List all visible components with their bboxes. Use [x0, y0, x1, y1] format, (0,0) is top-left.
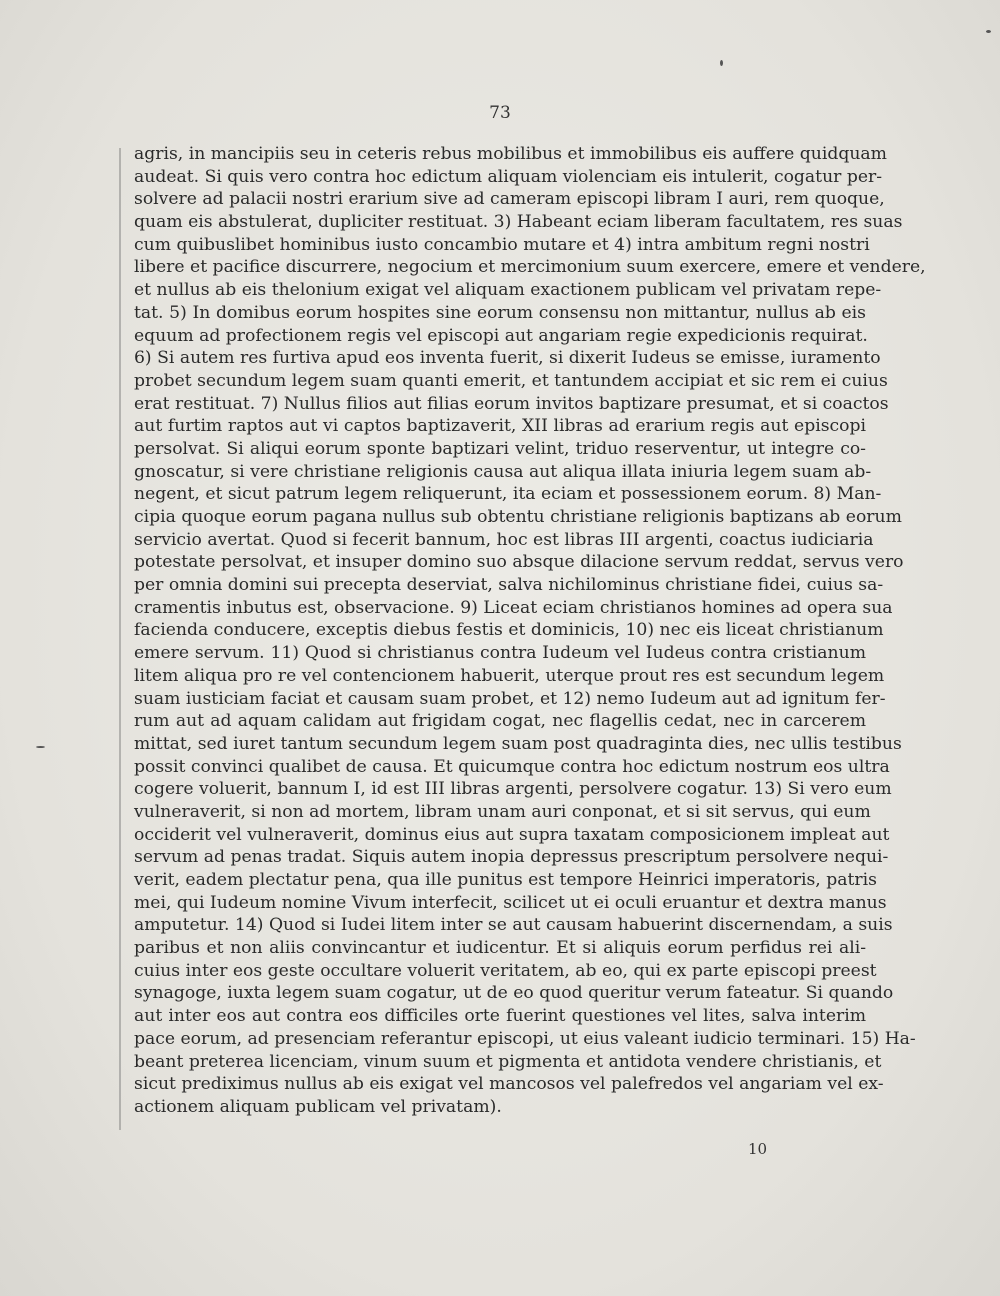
text-line: possit convinci qualibet de causa. Et quicumque contra hoc edictum nostrum eos ultra [134, 756, 890, 777]
text-line: paribus et non aliis convincantur et iudicentur. Et si aliquis eorum perfidus rei ali- [134, 938, 866, 959]
text-line: cipia quoque eorum pagana nullus sub obtentu christiane religionis baptizans ab eorum [134, 507, 902, 527]
text-line: occiderit vel vulneraverit, dominus eius aut supra taxatam composicionem impleat aut [134, 824, 890, 845]
text-line: vulneraverit, si non ad mortem, libram unam auri conponat, et si sit servus, qui eum [134, 801, 871, 822]
body-text [134, 143, 926, 1119]
text-line: mei, qui Iudeum nomine Vivum interfecit, scilicet ut ei oculi eruantur et dextra manus [134, 892, 887, 913]
text-line: libere et pacifice discurrere, negocium et mercimonium suum exercere, emere et vendere, [134, 257, 926, 278]
text-line: et nullus ab eis thelonium exigat vel aliquam exactionem publicam vel privatam repe- [134, 280, 882, 301]
text-line: suam iusticiam faciat et causam suam probet, et 12) nemo Iudeum aut ad ignitum fer- [134, 688, 886, 709]
text-line: quam eis abstulerat, dupliciter restituat. 3) Habeant eciam liberam facultatem, res suas [134, 212, 903, 233]
text-line: equum ad profectionem regis vel episcopi aut angariam regie expedicionis requirat. [134, 325, 868, 346]
text-line: potestate persolvat, et insuper domino suo absque dilacione servum reddat, servus vero [134, 552, 904, 573]
scan-speck [36, 746, 45, 748]
text-line: actionem aliquam publicam vel privatam). [134, 1096, 502, 1117]
text-line: beant preterea licenciam, vinum suum et pigmenta et antidota vendere christianis, et [134, 1051, 882, 1072]
text-line: synagoge, iuxta legem suam cogatur, ut de eo quod queritur verum fateatur. Si quando [134, 983, 894, 1004]
text-line: litem aliqua pro re vel contencionem habuerit, uterque prout res est secundum legem [134, 665, 885, 686]
text-line: rum aut ad aquam calidam aut frigidam cogat, nec flagellis cedat, nec in carcerem [134, 711, 866, 732]
text-line: agris, in mancipiis seu in ceteris rebus mobilibus et immobilibus eis auffere quidquam [134, 144, 887, 164]
text-line: servum ad penas tradat. Siquis autem inopia depressus prescriptum persolvere nequi- [134, 847, 889, 868]
text-line: amputetur. 14) Quod si Iudei litem inter se aut causam habuerint discernendam, a suis [134, 915, 893, 936]
text-line: cuius inter eos geste occultare voluerit veritatem, ab eo, qui ex parte episcopi preest [134, 960, 877, 981]
text-line: facienda conducere, exceptis diebus festis et dominicis, 10) nec eis liceat christianum [134, 620, 884, 641]
text-line: cum quibuslibet hominibus iusto concambio mutare et 4) intra ambitum regni nostri [134, 234, 870, 255]
text-line: cramentis inbutus est, observacione. 9) Liceat eciam christianos homines ad opera sua [134, 597, 893, 618]
text-line: tat. 5) In domibus eorum hospites sine eorum consensu non mittantur, nullus ab eis [134, 302, 866, 323]
text-line: solvere ad palacii nostri erarium sive ad cameram episcopi libram I auri, rem quoque, [134, 189, 885, 210]
text-line: verit, eadem plectatur pena, qua ille punitus est tempore Heinrici imperatoris, patris [134, 870, 877, 890]
scan-speck [986, 30, 991, 33]
text-line: 6) Si autem res furtiva apud eos inventa fuerit, si dixerit Iudeus se emisse, iuramento [134, 348, 881, 369]
text-line: cogere voluerit, bannum I, id est III libras argenti, persolvere cogatur. 13) Si vero eum [134, 779, 892, 800]
text-line: servicio avertat. Quod si fecerit bannum, hoc est libras III argenti, coactus iudiciaria [134, 529, 874, 550]
text-line: aut furtim raptos aut vi captos baptizaverit, XII libras ad erarium regis aut episcopi [134, 416, 866, 437]
scan-speck [720, 60, 723, 66]
text-line: emere servum. 11) Quod si christianus contra Iudeum vel Iudeus contra cristianum [134, 643, 866, 664]
text-line: mittat, sed iuret tantum secundum legem suam post quadraginta dies, nec ullis testibus [134, 733, 902, 754]
text-line: persolvat. Si aliqui eorum sponte baptizari velint, triduo reserventur, ut integre co- [134, 438, 866, 459]
text-line: sicut prediximus nullus ab eis exigat vel mancosos vel palefredos vel angariam vel ex- [134, 1074, 884, 1095]
signature-mark: 10 [748, 1140, 768, 1158]
text-line: negent, et sicut patrum legem reliquerunt, ita eciam et possessionem eorum. 8) Man- [134, 484, 882, 505]
text-line: erat restituat. 7) Nullus filios aut filias eorum invitos baptizare presumat, et si coactos [134, 393, 889, 414]
text-line: gnoscatur, si vere christiane religionis causa aut aliqua illata iniuria legem suam ab- [134, 461, 872, 482]
text-line: probet secundum legem suam quanti emerit, et tantundem accipiat et sic rem ei cuius [134, 370, 888, 391]
page-number: 73 [489, 103, 511, 123]
margin-rule [119, 148, 121, 1130]
text-line: pace eorum, ad presenciam referantur episcopi, ut eius valeant iudicio terminari. 15) Ha- [134, 1028, 916, 1049]
text-line: audeat. Si quis vero contra hoc edictum aliquam violenciam eis intulerit, cogatur per- [134, 166, 883, 187]
text-line: aut inter eos aut contra eos difficiles orte fuerint questiones vel lites, salva interim [134, 1006, 866, 1027]
text-line: per omnia domini sui precepta deserviat, salva nichilominus christiane fidei, cuius sa- [134, 575, 884, 596]
